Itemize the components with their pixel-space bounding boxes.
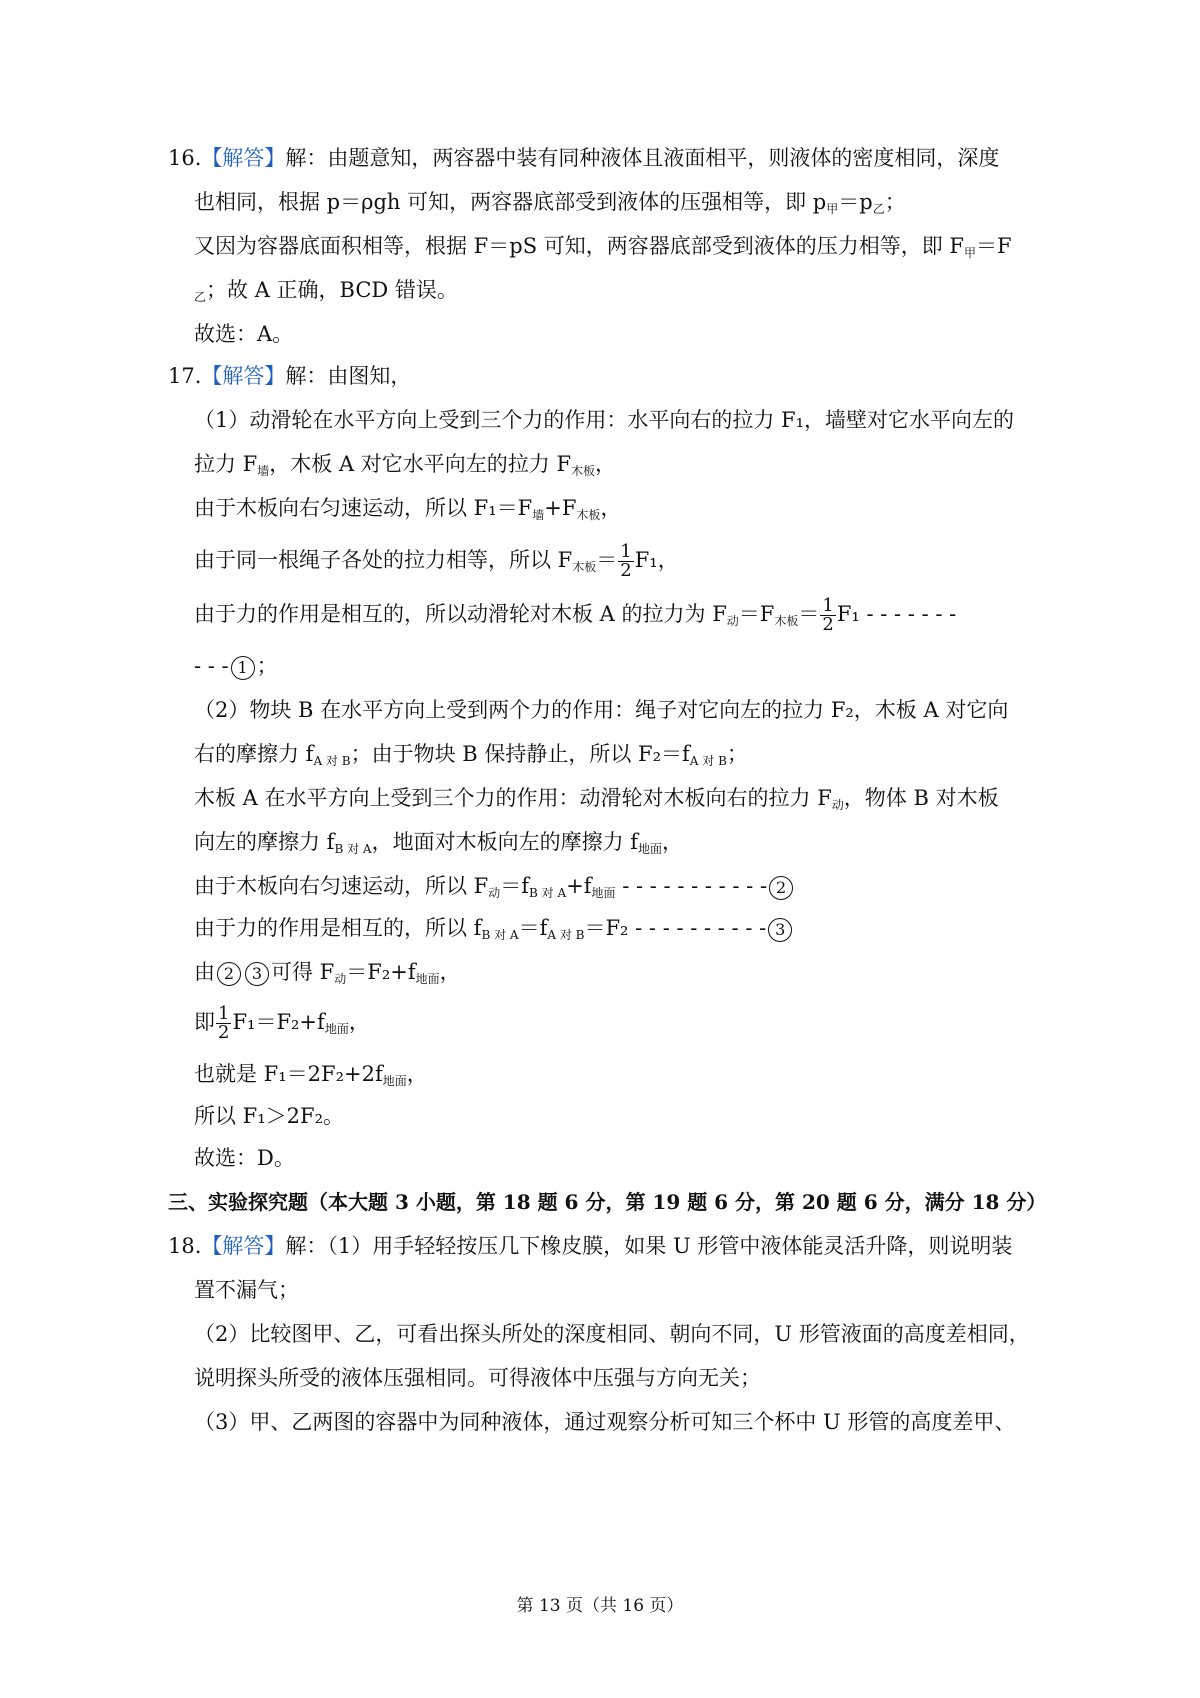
circled-number-2: 2 [217, 962, 241, 986]
circled-number-3: 3 [245, 962, 269, 986]
q17-line-6: 由于力的作用是相互的，所以动滑轮对木板 A 的拉力为 $F_动=F_{木板}=$ $\frac{1}{2}$ F₁ - - - - - - - [194, 595, 957, 635]
q18-line-4: 说明探头所受的液体压强相同。可得液体中压强与方向无关； [194, 1366, 761, 1390]
fraction-half: $\frac{1}{2}$ [620, 541, 632, 581]
q16-line-4: $_乙$；故 A 正确，BCD 错误。 [194, 278, 458, 304]
q17-line-2: （1）动滑轮在水平方向上受到三个力的作用：水平向右的拉力 F₁，墙壁对它水平向左的 [194, 408, 1015, 432]
q17-line-4: 由于木板向右匀速运动，所以 $F_1=F_墙+F_{木板}$， [194, 496, 622, 522]
q18-line-2: 置不漏气； [194, 1278, 299, 1302]
q17-line-8: （2）物块 B 在水平方向上受到两个力的作用：绳子对它向左的拉力 F₂，木板 A 对它向 [194, 698, 1009, 722]
answer-tag: 【解答】 [201, 1234, 286, 1258]
q17-line-10: 木板 A 在水平方向上受到三个力的作用：动滑轮对木板向右的拉力 $F_动$，物体 B 对木板 [194, 786, 999, 812]
q17-number: 17. [168, 364, 202, 388]
q18-number: 18. [168, 1234, 202, 1258]
circled-number-3: 3 [768, 918, 792, 942]
answer-tag: 【解答】 [201, 146, 286, 170]
q17-line-18: 故选：D。 [194, 1146, 295, 1170]
fraction-half: $\frac{1}{2}$ [822, 595, 834, 635]
q18-line-1: 18.【解答】解：（1）用手轻轻按压几下橡皮膜，如果 U 形管中液体能灵活升降，则说明装 [168, 1234, 1013, 1258]
q17-line-12: 由于木板向右匀速运动，所以 $F_动=f_{B 对 A}+f_{地面}$ - - - - - - - - - - - 2 [194, 872, 795, 907]
q17-line-13: 由于力的作用是相互的，所以 $f_{B 对 A}=f_{A 对 B}=F_2$ - - - - - - - - - - 3 [194, 914, 794, 949]
q16-number: 16. [168, 146, 202, 170]
q17-line-17: 所以 F₁＞2F₂。 [194, 1104, 345, 1128]
circled-number-1: 1 [231, 656, 255, 680]
q17-line-3: 拉力 $F_墙$，木板 A 对它水平向左的拉力 $F_{木板}$， [194, 452, 617, 478]
q17-line-16: 也就是 $F_1=2F_2+2f_{地面}$， [194, 1062, 428, 1088]
q17-line-7: - - - 1 ； [194, 654, 278, 678]
q18-line-5: （3）甲、乙两图的容器中为同种液体，通过观察分析可知三个杯中 U 形管的高度差甲、 [194, 1410, 1016, 1434]
circled-number-2: 2 [769, 876, 793, 900]
page-footer: 第 13 页（共 16 页） [516, 1596, 684, 1616]
q16-line-2: 也相同，根据 p＝ρgh 可知，两容器底部受到液体的压强相等，即 $p_甲=p_乙$； [194, 190, 906, 216]
q16-line-3: 又因为容器底面积相等，根据 F＝pS 可知，两容器底部受到液体的压力相等，即 $F_甲=F$ [194, 234, 1012, 260]
q17-line-9: 右的摩擦力 $f_{A 对 B}$；由于物块 B 保持静止，所以 $F_2=f_{A 对 B}$； [194, 742, 748, 768]
answer-tag: 【解答】 [201, 364, 286, 388]
q16-line-5: 故选：A。 [194, 322, 294, 346]
q17-line-11: 向左的摩擦力 $f_{B 对 A}$，地面对木板向左的摩擦力 $f_{地面}$， [194, 830, 684, 856]
section-heading: 三、实验探究题（本大题 3 小题，第 18 题 6 分，第 19 题 6 分，第 20 题 6 分，满分 18 分） [168, 1190, 1047, 1214]
q17-line-14: 由 2 3 可得 $F_动=F_2+f_{地面}$， [194, 960, 461, 986]
q18-line-3: （2）比较图甲、乙，可看出探头所处的深度相同、朝向不同，U 形管液面的高度差相同， [194, 1322, 1030, 1346]
q17-line-15: 即 $\frac{1}{2}$ $F_1=F_2+f_{地面}$， [194, 1003, 370, 1043]
q16-line-1: 16.【解答】解：由题意知，两容器中装有同种液体且液面相平，则液体的密度相同，深度 [168, 146, 1000, 170]
q17-line-1: 17.【解答】解：由图知， [168, 364, 412, 388]
fraction-half: $\frac{1}{2}$ [218, 1003, 230, 1043]
q17-line-5: 由于同一根绳子各处的拉力相等，所以 $F_{木板}=$ $\frac{1}{2}$ F₁， [194, 541, 679, 581]
